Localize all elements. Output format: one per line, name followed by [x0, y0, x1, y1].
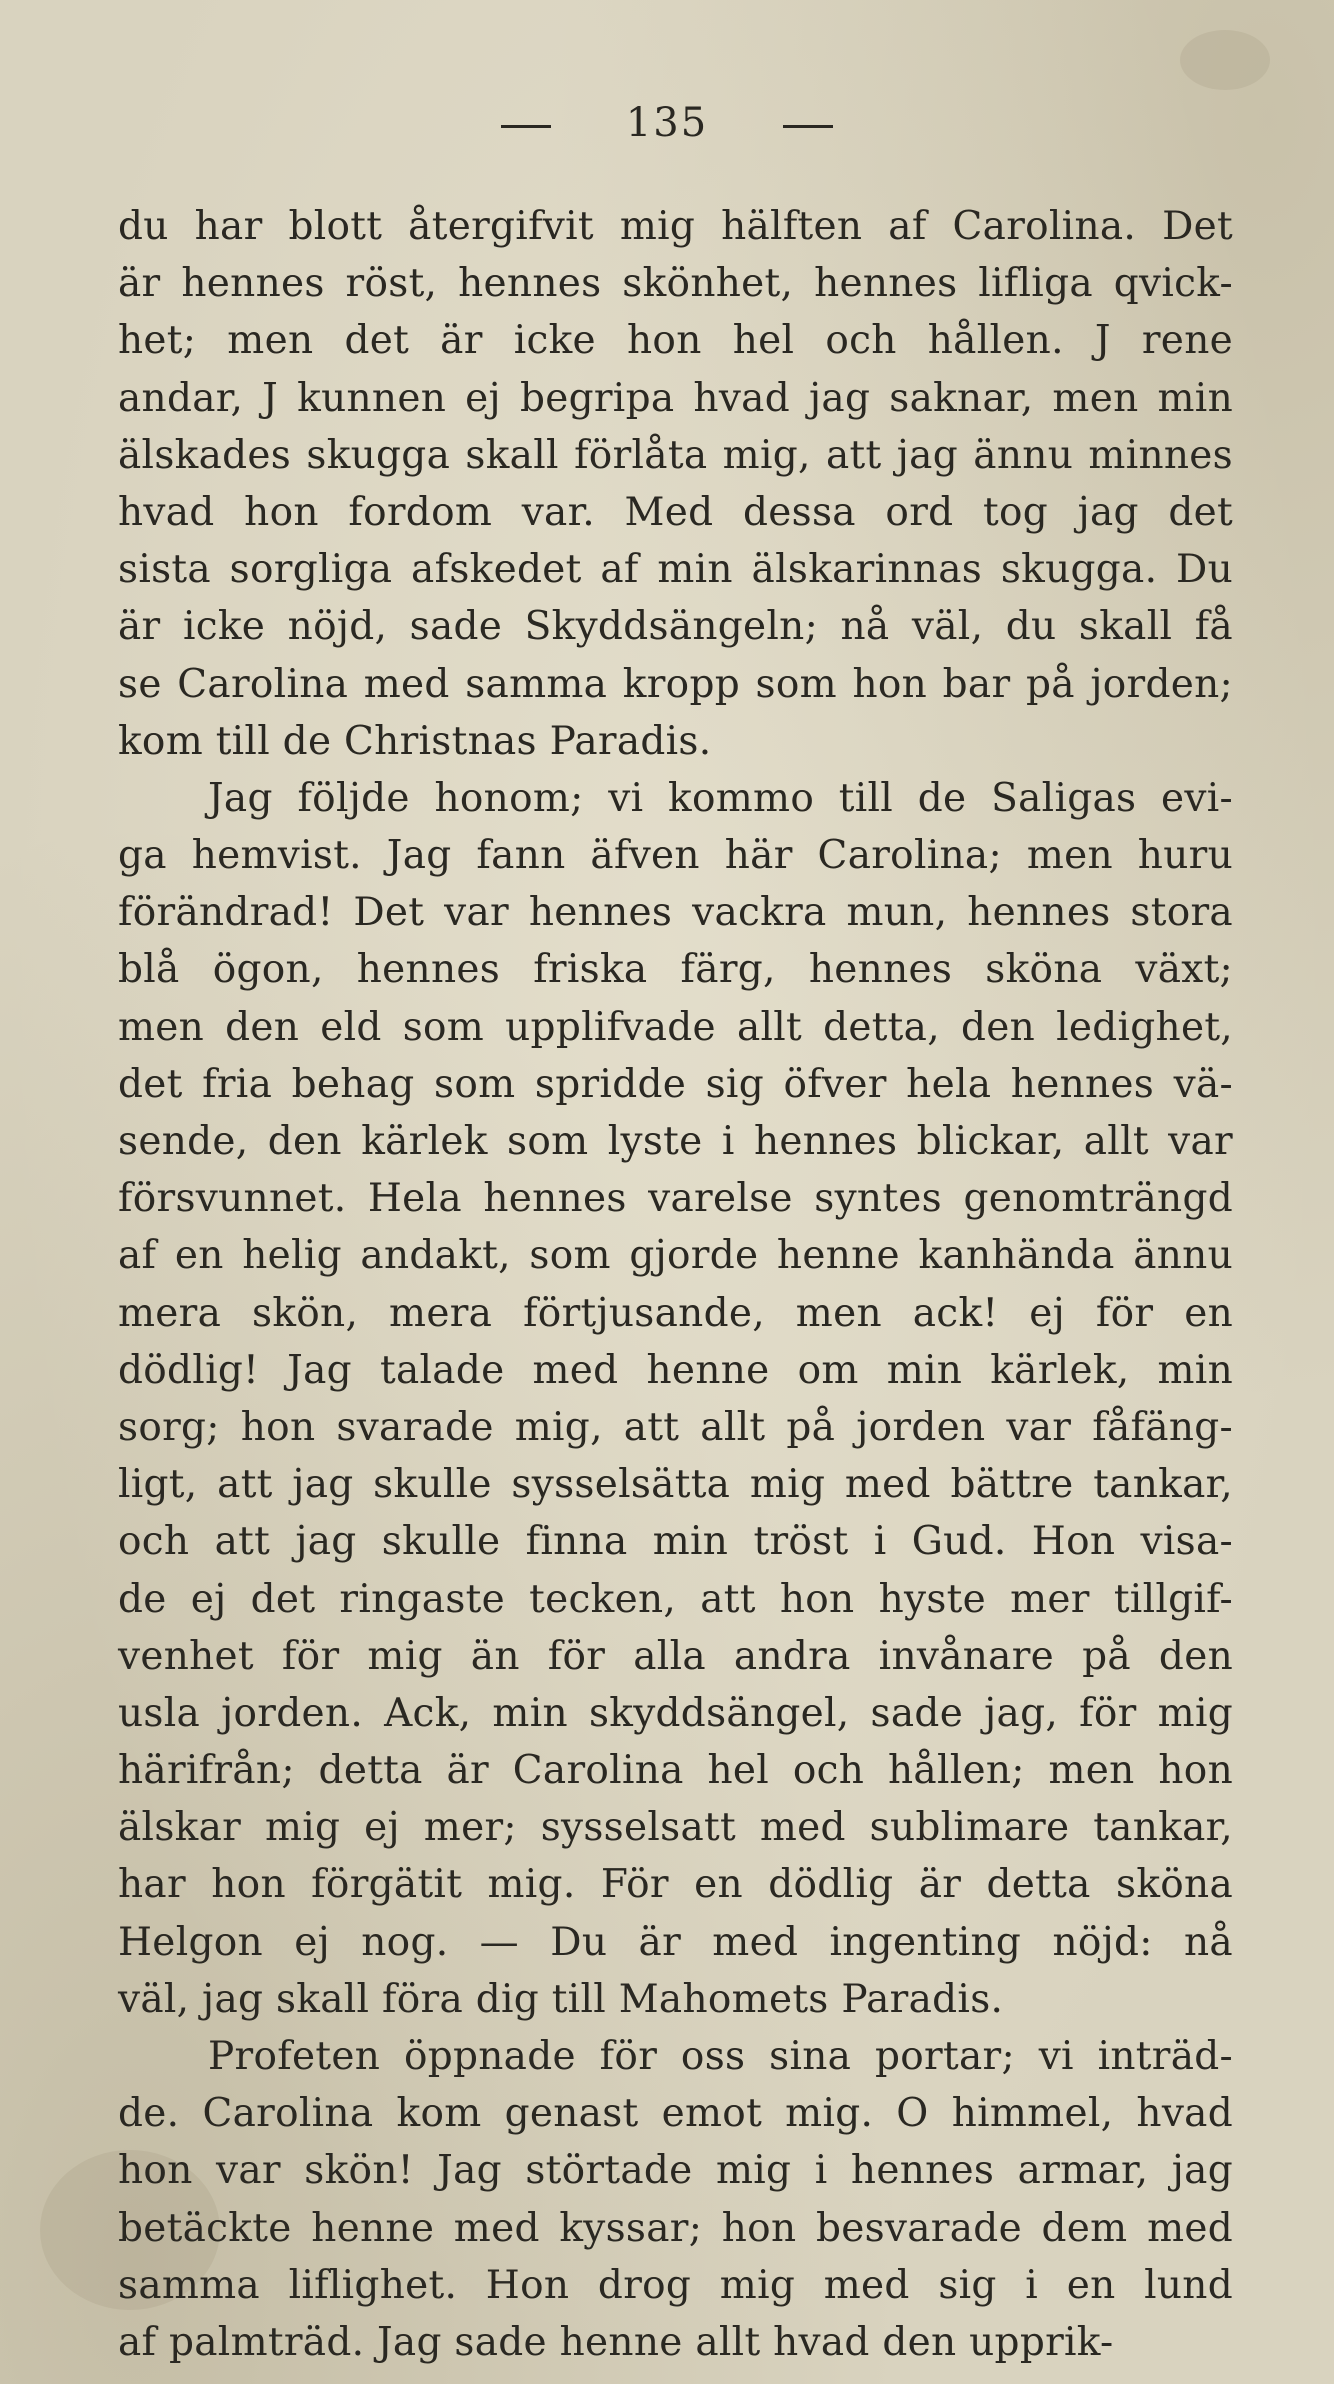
- text-line: af en helig andakt, som gjorde henne kanhända ännu: [118, 1233, 1233, 1279]
- text-line: sorg; hon svarade mig, att allt på jorden var fåfäng-: [118, 1404, 1233, 1450]
- text-line: de ej det ringaste tecken, att hon hyste mer tillgif-: [118, 1576, 1233, 1622]
- text-line: Jag följde honom; vi kommo till de Saligas evi-: [208, 775, 1233, 821]
- text-line: Helgon ej nog. — Du är med ingenting nöjd: nå: [118, 1919, 1233, 1965]
- paragraph: [118, 198, 1233, 770]
- text-line: kom till de Christnas Paradis.: [118, 718, 712, 764]
- text-line: betäckte henne med kyssar; hon besvarade dem med: [118, 2205, 1233, 2251]
- text-line: men den eld som upplifvade allt detta, den ledighet,: [118, 1004, 1233, 1050]
- text-line: mera skön, mera förtjusande, men ack! ej för en: [118, 1290, 1233, 1336]
- text-line: de. Carolina kom genast emot mig. O himmel, hvad: [118, 2091, 1233, 2137]
- header-dash-right: [783, 125, 833, 128]
- text-line: venhet för mig än för alla andra invånare på den: [118, 1633, 1233, 1679]
- page-number: 135: [625, 100, 709, 146]
- text-line: blå ögon, hennes friska färg, hennes sköna växt;: [118, 947, 1233, 993]
- text-line: väl, jag skall föra dig till Mahomets Paradis.: [118, 1976, 1004, 2022]
- paragraph: [118, 2028, 1233, 2371]
- text-line: samma liflighet. Hon drog mig med sig i en lund: [118, 2262, 1233, 2308]
- text-line: du har blott återgifvit mig hälften af Carolina. Det: [118, 204, 1233, 249]
- text-line: är icke nöjd, sade Skyddsängeln; nå väl, du skall få: [118, 604, 1233, 650]
- paragraph: [118, 770, 1233, 2028]
- text-line: hon var skön! Jag störtade mig i hennes armar, jag: [118, 2148, 1233, 2194]
- page-header: [0, 100, 1334, 146]
- text-line: förändrad! Det var hennes vackra mun, hennes stora: [118, 890, 1233, 936]
- text-line: se Carolina med samma kropp som hon bar på jorden;: [118, 661, 1233, 707]
- text-line: älskades skugga skall förlåta mig, att jag ännu minnes: [118, 432, 1233, 478]
- text-line: försvunnet. Hela hennes varelse syntes genomträngd: [118, 1176, 1233, 1222]
- text-line: hvad hon fordom var. Med dessa ord tog jag det: [118, 489, 1233, 535]
- header-dash-left: [501, 125, 551, 128]
- paper-stain: [1180, 30, 1270, 90]
- text-line: har hon förgätit mig. För en dödlig är detta sköna: [118, 1862, 1233, 1908]
- body-text: [118, 198, 1233, 2371]
- text-line: usla jorden. Ack, min skyddsängel, sade jag, för mig: [118, 1690, 1233, 1736]
- text-line: het; men det är icke hon hel och hållen. J rene: [118, 318, 1233, 364]
- text-line: Profeten öppnade för oss sina portar; vi inträd-: [208, 2034, 1233, 2079]
- text-line: är hennes röst, hennes skönhet, hennes lifliga qvick-: [118, 261, 1233, 307]
- text-line: dödlig! Jag talade med henne om min kärlek, min: [118, 1347, 1233, 1393]
- text-line: ga hemvist. Jag fann äfven här Carolina; men huru: [118, 833, 1233, 879]
- text-line: ligt, att jag skulle sysselsätta mig med bättre tankar,: [118, 1462, 1233, 1508]
- text-line: andar, J kunnen ej begripa hvad jag saknar, men min: [118, 375, 1233, 421]
- text-line: älskar mig ej mer; sysselsatt med sublimare tankar,: [118, 1805, 1233, 1851]
- text-line: af palmträd. Jag sade henne allt hvad den upprik-: [118, 2319, 1114, 2365]
- text-line: sende, den kärlek som lyste i hennes blickar, allt var: [118, 1119, 1233, 1164]
- text-line: och att jag skulle finna min tröst i Gud. Hon visa-: [118, 1519, 1233, 1565]
- text-line: det fria behag som spridde sig öfver hela hennes vä-: [118, 1061, 1233, 1107]
- text-line: härifrån; detta är Carolina hel och hållen; men hon: [118, 1748, 1233, 1794]
- text-line: sista sorgliga afskedet af min älskarinnas skugga. Du: [118, 547, 1233, 593]
